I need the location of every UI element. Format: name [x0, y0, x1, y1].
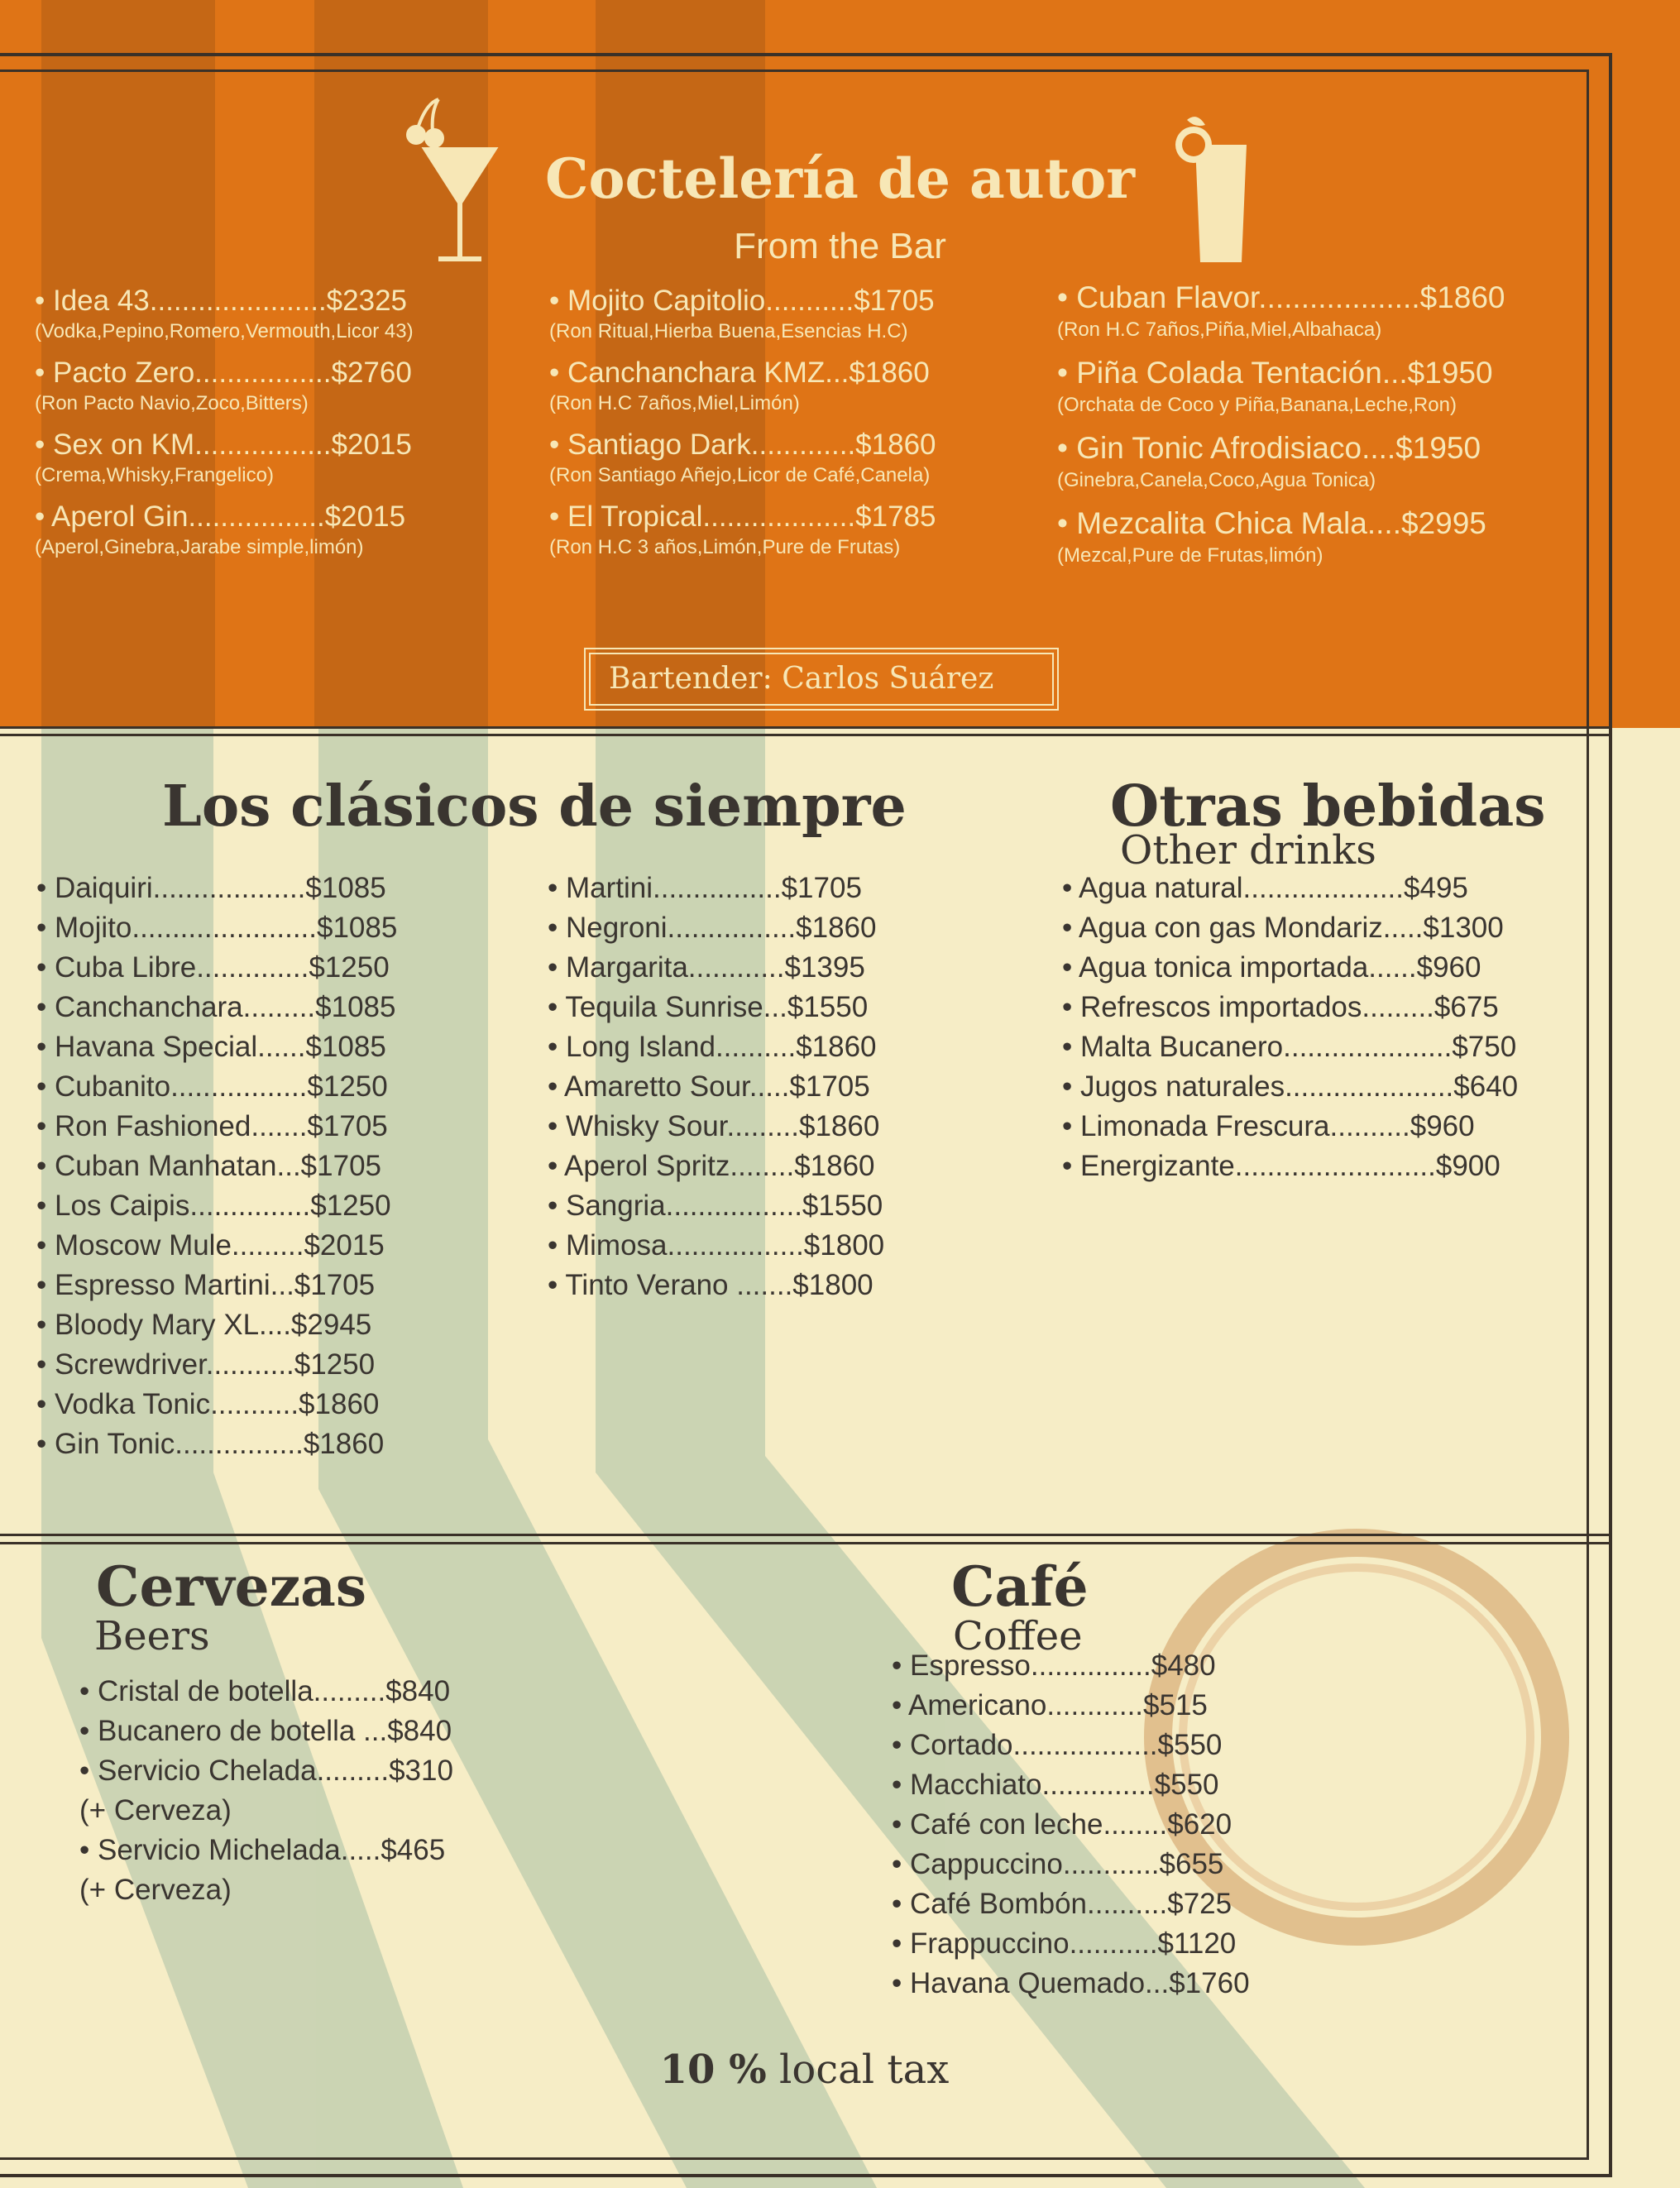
cocktail-column-2 [549, 283, 936, 571]
list-item: • Malta Bucanero.....................$750 [1062, 1031, 1517, 1063]
bartender-label: Bartender: Carlos Suárez [609, 662, 994, 696]
list-item: • Cubanito.................$1250 [36, 1070, 388, 1103]
cocktail-item: • Pacto Zero.................$2760 (Ron Pacto Navio,Zoco,Bitters) [35, 357, 412, 414]
cocktail-item: • Canchanchara KMZ...$1860 (Ron H.C 7años,Miel,Limón) [549, 357, 930, 414]
list-item: • Whisky Sour.........$1860 [548, 1110, 880, 1142]
cocteleria-title: Coctelería de autor [544, 146, 1135, 211]
cocktail-item: • Aperol Gin.................$2015 (Aperol,Ginebra,Jarabe simple,limón) [35, 500, 406, 558]
list-item: • Los Caipis...............$1250 [36, 1190, 391, 1222]
divider-lower-2 [0, 1542, 1609, 1544]
list-item: • Servicio Chelada.........$310 (+ Cerveza) [79, 1755, 453, 1827]
list-item: • Sangria.................$1550 [548, 1190, 883, 1222]
list-item: • Canchanchara.........$1085 [36, 991, 396, 1023]
cocktail-item: • Sex on KM.................$2015 (Crema,Whisky,Frangelico) [35, 429, 412, 486]
list-item: • Agua tonica importada......$960 [1062, 951, 1481, 984]
list-item: • Moscow Mule.........$2015 [36, 1229, 385, 1262]
list-item: • Long Island..........$1860 [548, 1031, 877, 1063]
list-item: • Refrescos importados.........$675 [1062, 991, 1499, 1023]
clasicos-column-2 [548, 869, 884, 1305]
clasicos-title: Los clásicos de siempre [162, 773, 907, 840]
list-item: • Americano............$515 [892, 1689, 1208, 1721]
list-item: • Mojito.......................$1085 [36, 912, 398, 944]
list-item: • Havana Quemado...$1760 [892, 1967, 1250, 1999]
frame-bottom-inner [0, 2157, 1589, 2160]
list-item: • Mimosa.................$1800 [548, 1229, 885, 1262]
tax-percentage: 10 % [659, 2047, 767, 2093]
list-item: • Jugos naturales.....................$640 [1062, 1070, 1519, 1103]
list-item: • Espresso...............$480 [892, 1649, 1216, 1682]
frame-right-inner [1587, 69, 1589, 2160]
list-item: • Servicio Michelada.....$465 (+ Cerveza) [79, 1834, 446, 1906]
cocktail-item: • Mojito Capitolio...........$1705 (Ron Ritual,Hierba Buena,Esencias H.C) [549, 285, 935, 342]
list-item: • Daiquiri...................$1085 [36, 872, 386, 904]
frame-top-inner [0, 69, 1587, 72]
tax-label: local tax [766, 2047, 950, 2093]
divider-upper-2 [0, 734, 1609, 736]
list-item: • Vodka Tonic...........$1860 [36, 1388, 380, 1420]
otras-subtitle: Other drinks [1120, 827, 1376, 874]
list-item: • Bloody Mary XL....$2945 [36, 1309, 372, 1341]
list-item: • Screwdriver...........$1250 [36, 1348, 376, 1381]
cocktail-column-1 [35, 283, 414, 571]
cocktail-item: • Gin Tonic Afrodisiaco....$1950 (Ginebra,Canela,Coco,Agua Tonica) [1057, 431, 1481, 491]
cocktail-item: • Mezcalita Chica Mala....$2995 (Mezcal,Pure de Frutas,limón) [1057, 506, 1486, 567]
cervezas-title: Cervezas [96, 1554, 367, 1619]
list-item: • Gin Tonic................$1860 [36, 1428, 385, 1460]
list-item: • Margarita............$1395 [548, 951, 865, 984]
cocteleria-subtitle: From the Bar [734, 226, 946, 266]
tax-note [0, 2045, 1609, 2095]
list-item: • Espresso Martini...$1705 [36, 1269, 376, 1301]
frame-right-outer [1609, 53, 1612, 2176]
list-item: • Frappuccino...........$1120 [892, 1927, 1237, 1960]
list-item: • Energizante.........................$900 [1062, 1150, 1501, 1182]
cocktail-column-3 [1057, 278, 1505, 579]
list-item: • Limonada Frescura..........$960 [1062, 1110, 1475, 1142]
bartender-box [589, 653, 1054, 706]
list-item: • Bucanero de botella ...$840 [79, 1715, 452, 1747]
cervezas-list [79, 1672, 453, 1910]
list-item: • Tequila Sunrise...$1550 [548, 991, 869, 1023]
cervezas-subtitle: Beers [94, 1613, 210, 1659]
frame-top-outer [0, 53, 1609, 56]
list-item: • Macchiato..............$550 [892, 1769, 1219, 1801]
frame-bottom-outer [0, 2174, 1612, 2177]
list-item: • Amaretto Sour.....$1705 [548, 1070, 870, 1103]
list-item: • Agua natural....................$495 [1062, 872, 1468, 904]
list-item: • Negroni................$1860 [548, 912, 877, 944]
cocktail-item: • Piña Colada Tentación...$1950 (Orchata de Coco y Piña,Banana,Leche,Ron) [1057, 356, 1493, 416]
cafe-title: Café [951, 1554, 1089, 1619]
list-item: • Café Bombón..........$725 [892, 1888, 1232, 1920]
list-item: • Cuban Manhatan...$1705 [36, 1150, 382, 1182]
divider-upper-1 [0, 726, 1609, 729]
list-item: • Agua con gas Mondariz.....$1300 [1062, 912, 1504, 944]
clasicos-column-1 [36, 869, 397, 1464]
list-item: • Cappuccino............$655 [892, 1848, 1224, 1880]
list-item: • Martini................$1705 [548, 872, 862, 904]
cocktail-item: • El Tropical...................$1785 (Ron H.C 3 años,Limón,Pure de Frutas) [549, 500, 936, 558]
cocktail-item: • Santiago Dark.............$1860 (Ron Santiago Añejo,Licor de Café,Canela) [549, 429, 936, 486]
otras-list [1062, 869, 1518, 1186]
cafe-subtitle: Coffee [953, 1613, 1083, 1659]
otras-title: Otras bebidas [1110, 773, 1546, 840]
list-item: • Cuba Libre..............$1250 [36, 951, 390, 984]
cocktail-item: • Idea 43......................$2325 (Vodka,Pepino,Romero,Vermouth,Licor 43) [35, 285, 414, 342]
list-item: • Cristal de botella.........$840 [79, 1675, 451, 1707]
cafe-list [892, 1646, 1250, 2004]
list-item: • Havana Special......$1085 [36, 1031, 386, 1063]
list-item: • Café con leche........$620 [892, 1808, 1232, 1841]
list-item: • Ron Fashioned.......$1705 [36, 1110, 388, 1142]
list-item: • Cortado..................$550 [892, 1729, 1223, 1761]
divider-lower-1 [0, 1534, 1609, 1536]
list-item: • Tinto Verano .......$1800 [548, 1269, 874, 1301]
cocktail-item: • Cuban Flavor...................$1860 (Ron H.C 7años,Piña,Miel,Albahaca) [1057, 280, 1505, 341]
list-item: • Aperol Spritz........$1860 [548, 1150, 875, 1182]
